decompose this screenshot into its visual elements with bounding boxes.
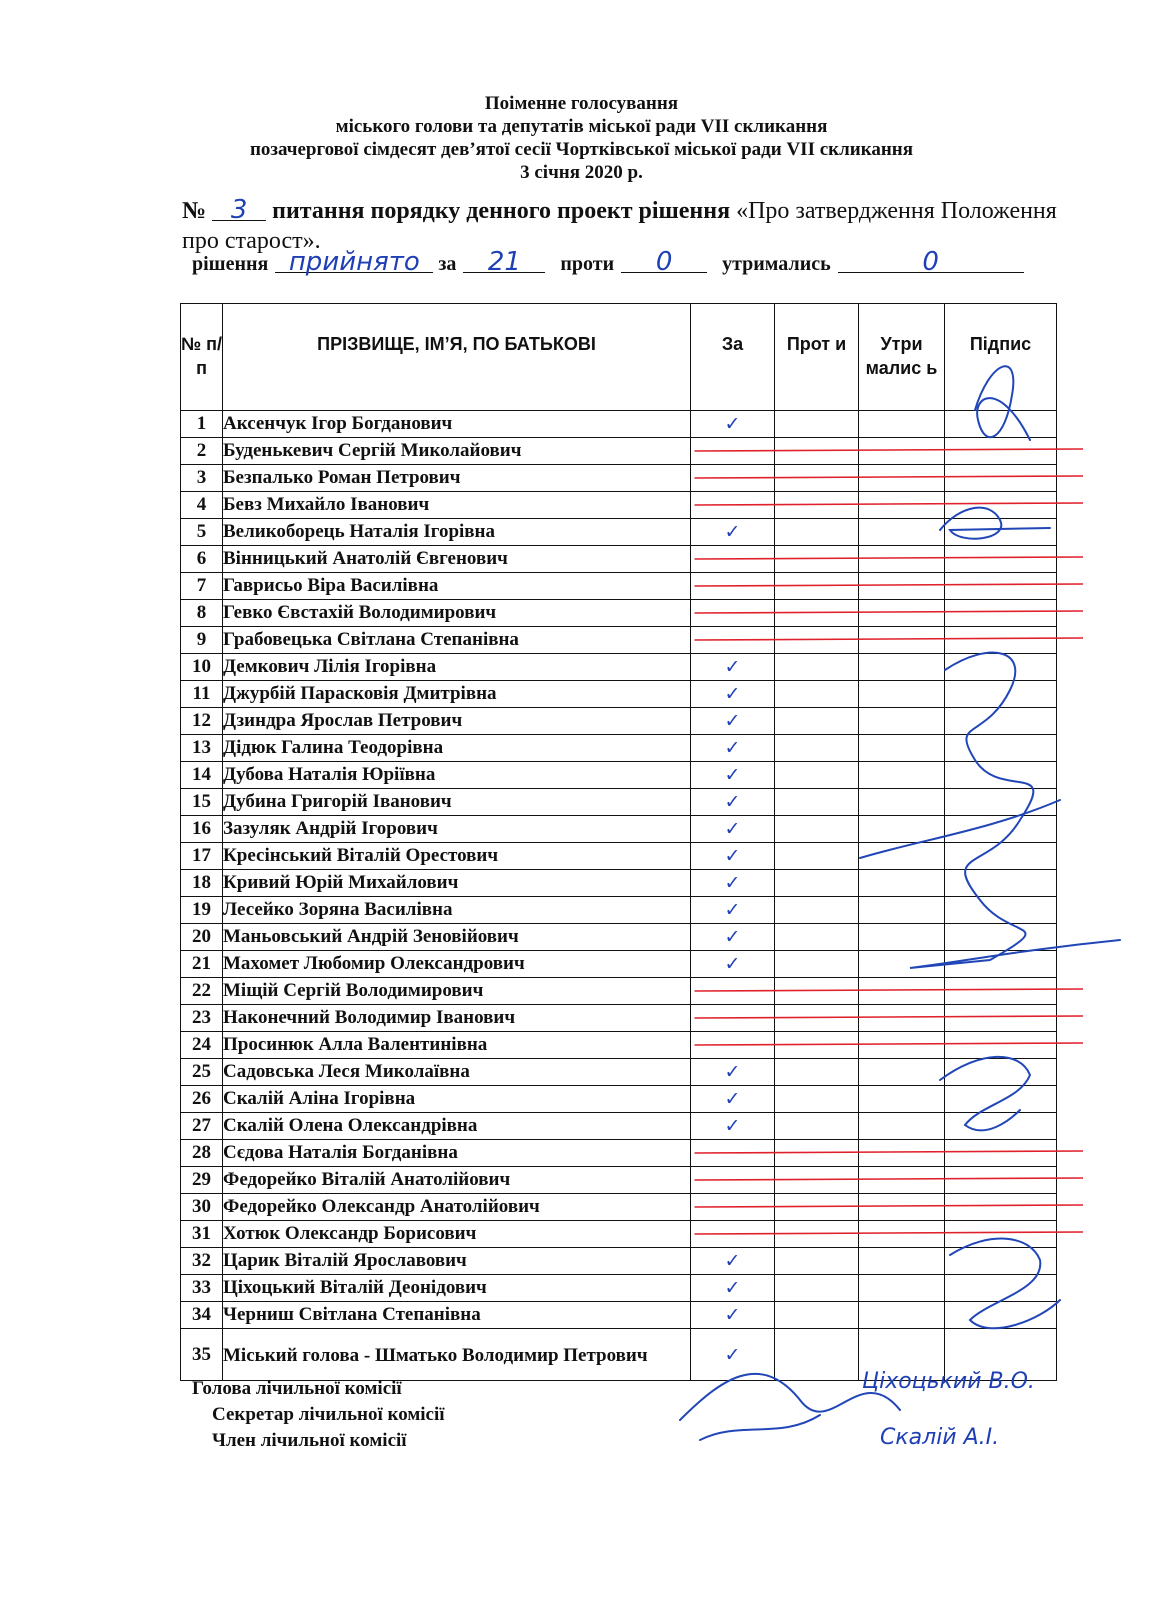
row-number: 9 (181, 627, 223, 654)
row-for-mark: ✓ (691, 924, 775, 951)
session-date: 3 січня 2020 р. (520, 162, 643, 183)
signature-25-27 (940, 1057, 1030, 1131)
row-for-mark: ✓ (691, 708, 775, 735)
red-strike-line (695, 1205, 1084, 1207)
red-strike-line (695, 584, 1084, 586)
red-strike-line (695, 449, 1084, 451)
row-for-mark: ✓ (691, 1113, 775, 1140)
row-name: Дзиндра Ярослав Петрович (223, 708, 691, 735)
row-for-mark: ✓ (691, 1059, 775, 1086)
row-number: 33 (181, 1275, 223, 1302)
row-number: 18 (181, 870, 223, 897)
row-name: Маньовський Андрій Зеновійович (223, 924, 691, 951)
for-count: 21 (463, 252, 545, 273)
subtitle-council: міського голови та депутатів міської ради VII скликання (335, 116, 828, 137)
row-number: 11 (181, 681, 223, 708)
row-number: 31 (181, 1221, 223, 1248)
row-for-mark: ✓ (691, 843, 775, 870)
signature-scribbles (680, 366, 1120, 1440)
red-strike-line (695, 1178, 1084, 1180)
row-name: Великоборець Наталія Ігорівна (223, 519, 691, 546)
row-number: 23 (181, 1005, 223, 1032)
commission-chair-label: Голова лічильної комісії (192, 1378, 402, 1399)
row-for-mark: ✓ (691, 411, 775, 438)
row-number: 3 (181, 465, 223, 492)
row-number: 13 (181, 735, 223, 762)
row-for-mark: ✓ (691, 951, 775, 978)
row-name: Лесейко Зоряна Василівна (223, 897, 691, 924)
row-number: 2 (181, 438, 223, 465)
row-number: 14 (181, 762, 223, 789)
row-name: Безпалько Роман Петрович (223, 465, 691, 492)
row-name: Садовська Леся Миколаївна (223, 1059, 691, 1086)
row-name: Скалій Аліна Ігорівна (223, 1086, 691, 1113)
row-name: Ціхоцький Віталій Деонідович (223, 1275, 691, 1302)
strikethrough-lines (695, 449, 1084, 1234)
row-number: 10 (181, 654, 223, 681)
col-for-header: За (691, 304, 775, 411)
row-name: Дідюк Галина Теодорівна (223, 735, 691, 762)
red-strike-line (695, 1232, 1084, 1234)
row-number: 16 (181, 816, 223, 843)
row-name: Міщій Сергій Володимирович (223, 978, 691, 1005)
row-name: Демкович Лілія Ігорівна (223, 654, 691, 681)
row-number: 22 (181, 978, 223, 1005)
col-signature-header: Підпис (945, 304, 1057, 411)
abstained-count: 0 (838, 252, 1024, 273)
row-number: 5 (181, 519, 223, 546)
row-for-mark: ✓ (691, 735, 775, 762)
against-label: проти (560, 253, 615, 275)
red-strike-line (695, 989, 1084, 991)
commission-signatures (680, 1374, 900, 1440)
row-for-mark: ✓ (691, 1086, 775, 1113)
row-name: Гаврисьо Віра Василівна (223, 573, 691, 600)
signature-block-10-21 (910, 653, 1120, 968)
row-name: Бевз Михайло Іванович (223, 492, 691, 519)
row-number: 8 (181, 600, 223, 627)
row-name: Наконечний Володимир Іванович (223, 1005, 691, 1032)
row-number: 12 (181, 708, 223, 735)
row-name: Дубина Григорій Іванович (223, 789, 691, 816)
row-number: 30 (181, 1194, 223, 1221)
abstained-label: утримались (722, 253, 831, 275)
row-name: Міський голова - Шматько Володимир Петрович (223, 1329, 691, 1381)
chair-name-handwritten: Ціхоцький В.О. (862, 1369, 1035, 1394)
row-name: Федорейко Віталій Анатолійович (223, 1167, 691, 1194)
row-number: 7 (181, 573, 223, 600)
row-name: Сєдова Наталія Богданівна (223, 1140, 691, 1167)
row-name: Зазуляк Андрій Ігорович (223, 816, 691, 843)
row-name: Махомет Любомир Олександрович (223, 951, 691, 978)
row-number: 20 (181, 924, 223, 951)
row-for-mark: ✓ (691, 1302, 775, 1329)
for-label: за (438, 253, 457, 275)
red-strike-line (695, 1043, 1084, 1045)
row-number: 4 (181, 492, 223, 519)
row-number: 32 (181, 1248, 223, 1275)
row-for-mark: ✓ (691, 897, 775, 924)
row-number: 21 (181, 951, 223, 978)
signature-5 (940, 508, 1050, 539)
row-for-mark: ✓ (691, 1329, 775, 1381)
commission-secretary-label: Секретар лічильної комісії (212, 1404, 445, 1425)
row-number: 35 (181, 1329, 223, 1381)
row-name: Просинюк Алла Валентинівна (223, 1032, 691, 1059)
row-for-mark: ✓ (691, 762, 775, 789)
row-for-mark: ✓ (691, 870, 775, 897)
row-for-mark: ✓ (691, 681, 775, 708)
row-name: Буденькевич Сергій Миколайович (223, 438, 691, 465)
row-for-mark: ✓ (691, 654, 775, 681)
row-name: Кресінський Віталій Орестович (223, 843, 691, 870)
row-name: Федорейко Олександр Анатолійович (223, 1194, 691, 1221)
row-name: Скалій Олена Олександрівна (223, 1113, 691, 1140)
member-name-handwritten: Скалій А.І. (880, 1425, 1000, 1450)
red-strike-line (695, 503, 1084, 505)
row-for-mark: ✓ (691, 1275, 775, 1302)
red-strike-line (695, 557, 1084, 559)
row-for-mark: ✓ (691, 519, 775, 546)
row-name: Дубова Наталія Юріївна (223, 762, 691, 789)
signature-1 (975, 366, 1030, 440)
row-name: Царик Віталій Ярославович (223, 1248, 691, 1275)
col-abstained-header: Утри малис ь (859, 304, 945, 411)
row-name: Аксенчук Ігор Богданович (223, 411, 691, 438)
row-number: 28 (181, 1140, 223, 1167)
row-number: 26 (181, 1086, 223, 1113)
row-name: Джурбій Парасковія Дмитрівна (223, 681, 691, 708)
row-name: Грабовецька Світлана Степанівна (223, 627, 691, 654)
title: Поіменне голосування (484, 93, 679, 114)
row-for-mark: ✓ (691, 816, 775, 843)
row-number: 1 (181, 411, 223, 438)
row-number: 24 (181, 1032, 223, 1059)
row-number: 34 (181, 1302, 223, 1329)
row-name: Вінницький Анатолій Євгенович (223, 546, 691, 573)
col-name-header: ПРІЗВИЩЕ, ІМ’Я, ПО БАТЬКОВІ (223, 304, 691, 411)
red-strike-line (695, 611, 1084, 613)
row-name: Хотюк Олександр Борисович (223, 1221, 691, 1248)
row-name: Черниш Світлана Степанівна (223, 1302, 691, 1329)
item-text-title: «Про затвердження Положення про старост». (182, 198, 1057, 254)
row-number: 25 (181, 1059, 223, 1086)
commission-member-label: Член лічильної комісії (212, 1430, 407, 1451)
row-for-mark: ✓ (691, 1248, 775, 1275)
row-number: 19 (181, 897, 223, 924)
red-strike-line (695, 1151, 1084, 1153)
red-strike-line (695, 638, 1084, 640)
subtitle-session: позачергової сімдесят дев’ятої сесії Чортківської міської ради VII скликання (249, 139, 914, 160)
row-for-mark: ✓ (691, 789, 775, 816)
row-number: 17 (181, 843, 223, 870)
signature-17 (860, 800, 1060, 858)
red-strike-line (695, 1016, 1084, 1018)
decision-label: рішення (192, 253, 269, 275)
decision-value: прийнято (275, 252, 433, 273)
row-number: 29 (181, 1167, 223, 1194)
item-number-handwritten: 3 (212, 200, 266, 221)
row-number: 6 (181, 546, 223, 573)
item-text-bold: питання порядку денного проект рішення (272, 198, 731, 224)
col-number-header: № п/п (181, 304, 223, 411)
red-strike-line (695, 476, 1084, 478)
against-count: 0 (621, 252, 707, 273)
signature-32-35 (950, 1239, 1060, 1329)
col-against-header: Прот и (775, 304, 859, 411)
row-number: 27 (181, 1113, 223, 1140)
row-name: Гевко Євстахій Володимирович (223, 600, 691, 627)
row-number: 15 (181, 789, 223, 816)
item-number-label: № (182, 198, 207, 224)
row-name: Кривий Юрій Михайлович (223, 870, 691, 897)
